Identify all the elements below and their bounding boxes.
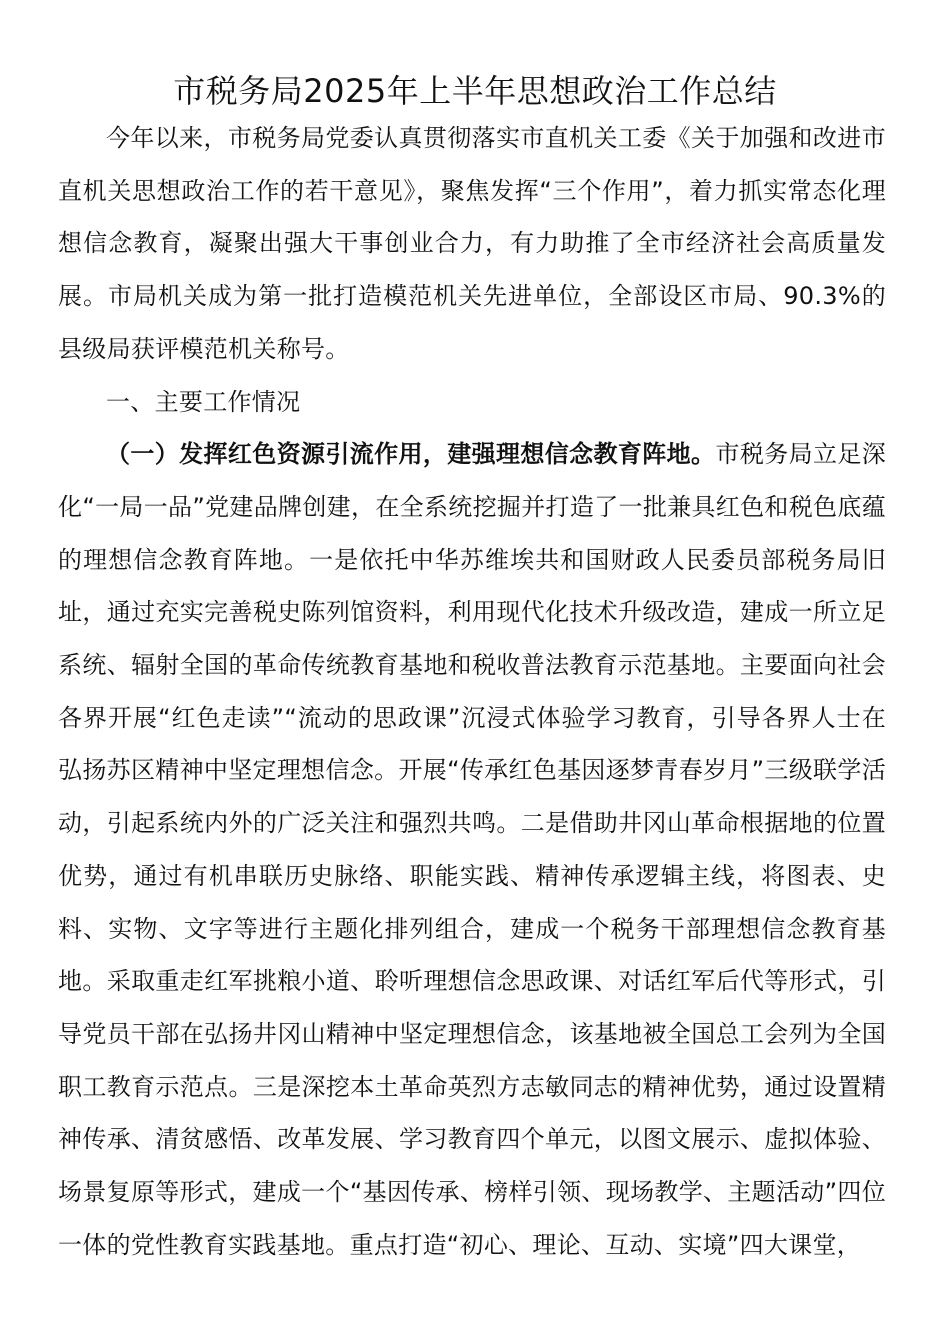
subsection-body: 市税务局立足深化“一局一品”党建品牌创建，在全系统挖掘并打造了一批兼具红色和税色底蕴的理想信念教育阵地。一是依托中华苏维埃共和国财政人民委员部税务局旧址，通过充实完善税史陈列馆资料，利用现代化技术升级改造，建成一所立足系统、辐射全国的革命传统教育基地和税收普法教育示范基地。主要面向社会各界开展“红色走读”“流动的思政课”沉浸式体验学习教育，引导各界人士在弘扬苏区精神中坚定理想信念。开展“传承红色基因逐梦青春岁月”三级联学活动，引起系统内外的广泛关注和强烈共鸣。二是借助井冈山革命根据地的位置优势，通过有机串联历史脉络、职能实践、精神传承逻辑主线，将图表、史料、实物、文字等进行主题化排列组合，建成一个税务干部理想信念教育基地。采取重走红军挑粮小道、聆听理想信念思政课、对话红军后代等形式，引导党员干部在弘扬井冈山精神中坚定理想信念，该基地被全国总工会列为全国职工教育示范点。三是深挖本土革命英烈方志敏同志的精神优势，通过设置精神传承、清贫感悟、改革发展、学习教育四个单元，以图文展示、虚拟体验、场景复原等形式，建成一个“基因传承、榜样引领、现场教学、主题活动”四位一体的党性教育实践基地。重点打造“初心、理论、互动、实境”四大课堂， (58, 440, 886, 1259)
intro-paragraph: 今年以来，市税务局党委认真贯彻落实市直机关工委《关于加强和改进市直机关思想政治工作的若干意见》，聚焦发挥“三个作用”，着力抓实常态化理想信念教育，凝聚出强大干事创业合力，有力助推了全市经济社会高质量发展。市局机关成为第一批打造模范机关先进单位，全部设区市局、90.3%的县级局获评模范机关称号。 (58, 124, 886, 363)
document-title: 市税务局2025年上半年思想政治工作总结 (173, 72, 777, 110)
subsection-heading: （一）发挥红色资源引流作用，建强理想信念教育阵地。 (106, 440, 716, 469)
document-body (58, 112, 886, 1271)
subsection-paragraph (58, 428, 886, 1271)
section-heading: 一、主要工作情况 (106, 387, 301, 416)
